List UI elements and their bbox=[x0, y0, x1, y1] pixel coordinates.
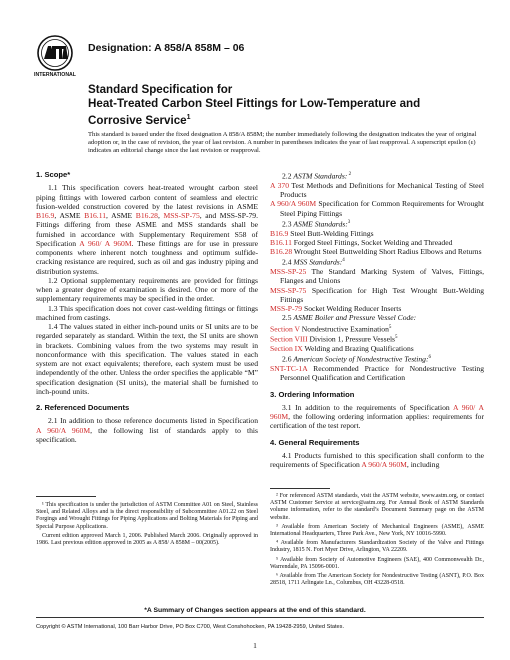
link-a960-ref[interactable]: A 960/A 960M bbox=[270, 199, 317, 209]
link-b16-28-ref[interactable]: B16.28 bbox=[270, 247, 293, 257]
title-line-2: Heat-Treated Carbon Steel Fittings for Low-Temperature and bbox=[88, 97, 421, 110]
para-4-1: 4.1 Products furnished to this specification shall conform to the requirements of Specification A 960/A 960M, including bbox=[270, 450, 484, 470]
footnote-1: ¹ This specification is under the jurisdiction of ASTM Committee A01 on Steel, Stainless Steel, and Related Alloys and is the direct responsibility of Subcommittee A01.22 on Steel Forgings and Wrought Fittings for Piping Applications and Bolting Materials for Piping and Special Purpose Applications. bbox=[36, 502, 258, 530]
section-2-2: 2.2 ASTM Standards: $^2$ bbox=[282, 171, 352, 181]
ref-b16-11: B16.11 Forged Steel Fittings, Socket Welding and Threaded bbox=[270, 237, 453, 247]
title-line-3-text: Corrosive Service bbox=[88, 113, 187, 127]
section-2-5: 2.5 ASME Boiler and Pressure Vessel Code: bbox=[282, 313, 417, 323]
footnote-rule-left bbox=[36, 496, 96, 497]
link-b16-11[interactable]: B16.11 bbox=[84, 211, 107, 220]
ref-mss-p-79: MSS-P-79 Socket Welding Reducer Inserts bbox=[270, 304, 402, 314]
footnotes-left bbox=[36, 502, 258, 549]
link-mss-sp-75[interactable]: MSS-SP-75 bbox=[163, 211, 200, 220]
link-b16-28[interactable]: B16.28 bbox=[135, 211, 158, 220]
link-b16-11-ref[interactable]: B16.11 bbox=[270, 237, 292, 247]
ref-section-ix: Section IX Welding and Brazing Qualifications bbox=[270, 344, 414, 354]
summary-of-changes-note: *A Summary of Changes section appears at the end of this standard. bbox=[144, 607, 366, 614]
section-2-6: 2.6 American Society of Nondestructive Testing:$^6$ bbox=[282, 354, 432, 364]
ref-mss-sp-25: MSS-SP-25 The Standard Marking System of Valves, Fittings, Flanges and Unions bbox=[270, 267, 484, 286]
link-b16-9[interactable]: B16.9 bbox=[36, 211, 55, 220]
link-mss-p-79[interactable]: MSS-P-79 bbox=[270, 304, 303, 314]
ref-section-v: Section V Nondestructive Examination$^5$ bbox=[270, 324, 392, 334]
logo-text: INTERNATIONAL bbox=[34, 72, 76, 78]
ref-snt-tc-1a: SNT-TC-1A Recommended Practice for Nondestructive Testing Personnel Qualification and Certification bbox=[270, 364, 484, 383]
para-1-2: 1.2 Optional supplementary requirements are provided for fittings when a greater degree of examination is desired. One or more of the supplementary requirements may be specified in the order. bbox=[36, 275, 258, 304]
footnotes-right bbox=[270, 493, 484, 589]
ref-b16-28: B16.28 Wrought Steel Buttwelding Short Radius Elbows and Returns bbox=[270, 247, 482, 257]
link-section-ix[interactable]: Section IX bbox=[270, 344, 303, 354]
link-section-v[interactable]: Section V bbox=[270, 324, 300, 334]
para-1-4: 1.4 The values stated in either inch-pound units or SI units are to be regarded separately as standard. Within the text, the SI units are shown in brackets. Combining values from the two systems may result in nonconformance with this specification. The values stated in each system are not exact equivalents; therefore, each system must be used independently of the other. Unless the order specifies the applicable “M” specification designation (SI units), the material shall be furnished to inch-pound units. bbox=[36, 322, 258, 396]
footnote-5: ⁵ Available from Society of Automotive Engineers (SAE), 400 Commonwealth Dr., Warrendale, PA 15096-0001. bbox=[270, 556, 484, 570]
ref-section-viii: Section VIII Division 1, Pressure Vessels$^5$ bbox=[270, 334, 398, 344]
title-line-1: Standard Specification for bbox=[88, 83, 233, 96]
footnote-2: ² For referenced ASTM standards, visit the ASTM website, www.astm.org, or contact ASTM Customer Service at service@astm.org. For Annual Book of ASTM Standards volume information, refer to the standard’s Document Summary page on the ASTM website. bbox=[270, 493, 484, 521]
footnote-1b: Current edition approved March 1, 2006. Published March 2006. Originally approved in 1986. Last previous edition approved in 2005 as A 858/ A 858M – 00(2005). bbox=[36, 532, 258, 547]
link-mss-sp-75-ref[interactable]: MSS-SP-75 bbox=[270, 285, 307, 295]
right-column bbox=[270, 170, 484, 469]
link-mss-sp-25[interactable]: MSS-SP-25 bbox=[270, 267, 307, 277]
footnote-6: ⁶ Available from The American Society for Nondestructive Testing (ASNT), P.O. Box 28518, 1711 Arlingate Ln., Columbus, OH 43228-0518. bbox=[270, 573, 484, 587]
ref-b16-9: B16.9 Steel Butt-Welding Fittings bbox=[270, 228, 374, 238]
section-2-3: 2.3 ASME Standards:$^3$ bbox=[282, 219, 351, 229]
section-2-heading: 2. Referenced Documents bbox=[36, 403, 130, 412]
designation: Designation: A 858/A 858M – 06 bbox=[88, 42, 245, 54]
ref-a370: A 370 Test Methods and Definitions for Mechanical Testing of Steel Products bbox=[270, 180, 485, 200]
section-2-4: 2.4 MSS Standards:$^4$ bbox=[282, 257, 345, 267]
ref-mss-sp-75: MSS-SP-75 Specification for High Test Wrought Butt-Welding Fittings bbox=[270, 285, 484, 304]
title-footnote-mark: 1 bbox=[186, 114, 191, 121]
link-a960-2[interactable]: A 960/A 960M bbox=[36, 425, 91, 435]
document-title bbox=[88, 83, 488, 128]
link-snt-tc-1a[interactable]: SNT-TC-1A bbox=[270, 364, 308, 374]
ref-a960: A 960/A 960M Specification for Common Requirements for Wrought Steel Piping Fittings bbox=[270, 199, 484, 218]
para-2-1: 2.1 In addition to those reference documents listed in Specification A 960/A 960M, the following list of standards apply to this specification. bbox=[36, 416, 258, 444]
footnote-3: ³ Available from American Society of Mechanical Engineers (ASME), ASME International Headquarters, Three Park Ave., New York, NY 10016-5990. bbox=[270, 523, 484, 538]
title-line-3 bbox=[88, 111, 488, 128]
link-a960-4[interactable]: A 960/A 960M bbox=[361, 460, 407, 470]
link-section-viii[interactable]: Section VIII bbox=[270, 334, 308, 344]
astm-logo bbox=[34, 34, 76, 78]
section-1-heading: 1. Scope* bbox=[36, 170, 71, 179]
link-a960[interactable]: A 960/ A 960M bbox=[79, 238, 132, 248]
link-a370[interactable]: A 370 bbox=[270, 180, 290, 190]
issuance-note: This standard is issued under the fixed designation A 858/A 858M; the number immediately following the designation indicates the year of original adoption or, in the case of revision, the year of last revision. A number in parentheses indicates the year of last reapproval. A superscript epsilon (ε) indicates an editorial change since the last revision or reapproval. bbox=[88, 131, 477, 155]
footer-rule bbox=[36, 617, 484, 618]
left-column bbox=[36, 170, 258, 444]
footnote-4: ⁴ Available from Manufacturers Standardization Society of the Valve and Fittings Industry, 1815 N. Fort Myer Drive, Arlington, VA 22209. bbox=[270, 540, 484, 554]
link-a960-3[interactable]: A 960/ A 960M bbox=[270, 402, 485, 422]
footnote-rule-right bbox=[270, 488, 330, 489]
para-3-1: 3.1 In addition to the requirements of Specification A 960/ A 960M, the following ordering information applies: requirements for certification of the test report. bbox=[270, 402, 485, 431]
link-b16-9-ref[interactable]: B16.9 bbox=[270, 228, 289, 238]
copyright: Copyright © ASTM International, 100 Barr Harbor Drive, PO Box C700, West Conshohocken, PA 19428-2959, United States. bbox=[36, 624, 344, 630]
page-number: 1 bbox=[253, 641, 257, 650]
para-1-1: 1.1 This specification covers heat-treated wrought carbon steel piping fittings with lowered carbon content of seamless and electric fusion-welded construction covered by the latest revisions in ASME B16.9, ASME B16.11, ASME B16.28, MSS-SP-75, and MSS-SP-79. Fittings differing from these ASME and MSS standards shall be furnished in accordance with Supplementary Requirement S58 of Specification A 960/ A 960M. These fittings are for use in pressure components where inherent notch toughness and optimum sulfide-cracking resistance are required, such as oil and gas industry piping and distribution systems. bbox=[36, 183, 259, 276]
para-1-3: 1.3 This specification does not cover cast-welding fittings or fittings machined from castings. bbox=[36, 303, 258, 322]
section-3-heading: 3. Ordering Information bbox=[270, 389, 355, 399]
section-4-heading: 4. General Requirements bbox=[270, 437, 360, 447]
